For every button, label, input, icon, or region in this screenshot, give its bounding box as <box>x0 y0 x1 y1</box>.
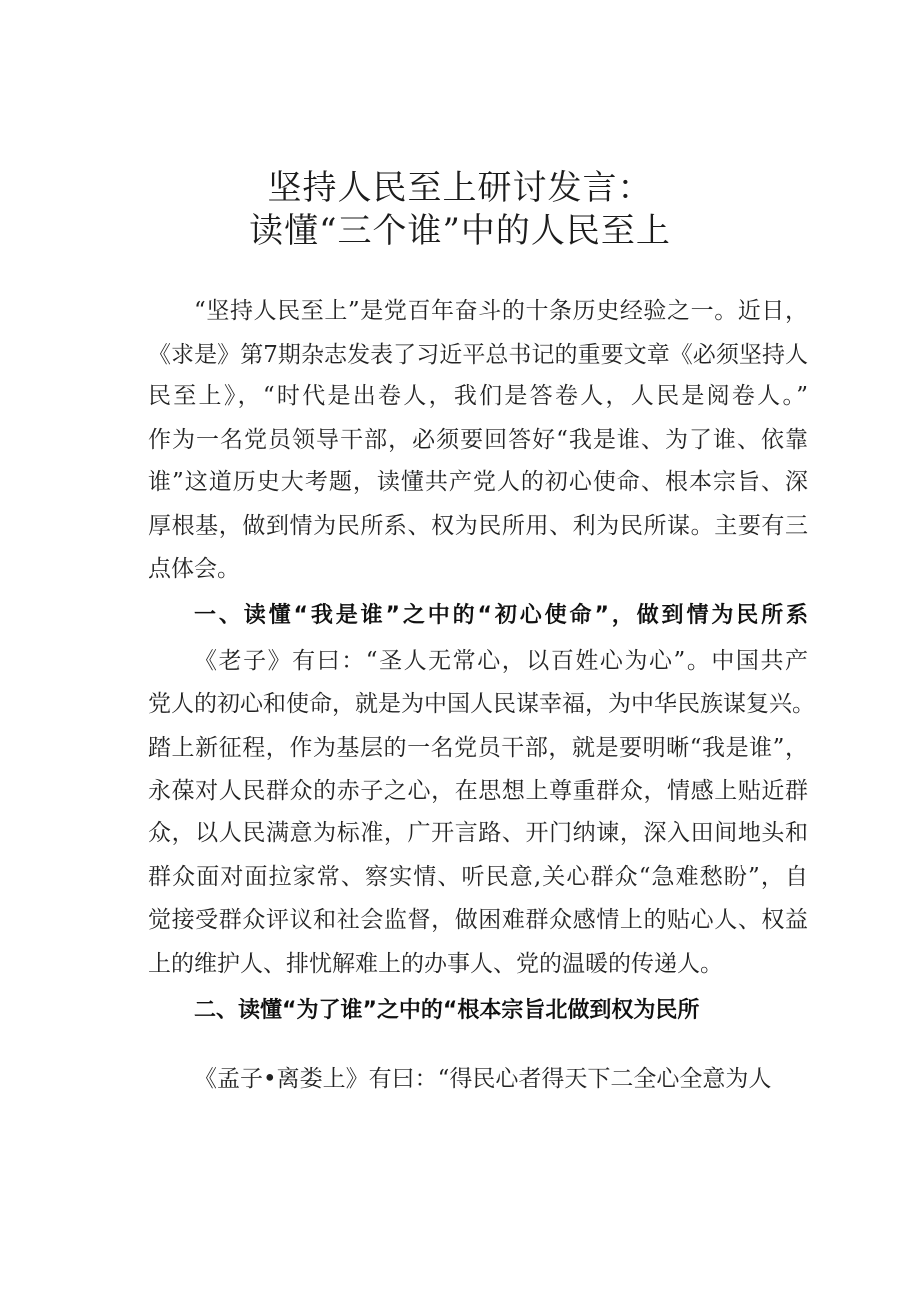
section-2-heading: 二、读懂“为了谁”之中的“根本宗旨北做到权为民所 <box>194 998 700 1023</box>
section-2-line-1: 《孟子•离娄上》有曰：“得民心者得天下二全心全意为人 <box>194 1066 772 1092</box>
section-1-line-5: 众，以人民满意为标准，广开言路、开门纳谏，深入田间地头和 <box>148 820 808 846</box>
document-title-line-1: 坚持人民至上研讨发言： <box>267 168 653 208</box>
intro-line-2: 《求是》第7期杂志发表了习近平总书记的重要文章《必须坚持人 <box>148 342 808 368</box>
intro-line-1: “坚持人民至上”是党百年奋斗的十条历史经验之一。近日， <box>194 298 808 324</box>
intro-line-4: 作为一名党员领导干部，必须要回答好“我是谁、为了谁、依靠 <box>148 427 808 453</box>
section-1-line-3: 踏上新征程，作为基层的一名党员干部，就是要明晰“我是谁”， <box>148 735 808 761</box>
document-title-line-2: 读懂“三个谁”中的人民至上 <box>249 211 671 251</box>
section-1-line-4: 永葆对人民群众的赤子之心，在思想上尊重群众，情感上贴近群 <box>148 778 808 804</box>
section-1-line-6: 群众面对面拉家常、察实情、听民意,关心群众“急难愁盼”，自 <box>148 864 808 890</box>
intro-line-7: 点体会。 <box>148 556 240 582</box>
section-1-line-2: 党人的初心和使命，就是为中国人民谋幸福，为中华民族谋复兴。 <box>148 691 815 717</box>
section-1-heading: 一、读懂“我是谁”之中的“初心使命”，做到情为民所系 <box>194 603 808 628</box>
section-1-line-7: 觉接受群众评议和社会监督，做困难群众感情上的贴心人、权益 <box>148 907 808 933</box>
intro-line-6: 厚根基，做到情为民所系、权为民所用、利为民所谋。主要有三 <box>148 513 808 539</box>
section-1-line-1: 《老子》有曰：“圣人无常心，以百姓心为心”。中国共产 <box>194 648 808 674</box>
section-1-line-8: 上的维护人、排忧解难上的办事人、党的温暖的传递人。 <box>148 951 723 977</box>
intro-line-3: 民至上》，“时代是出卷人，我们是答卷人，人民是阅卷人。” <box>148 383 808 409</box>
intro-line-5: 谁”这道历史大考题，读懂共产党人的初心使命、根本宗旨、深 <box>148 469 808 495</box>
